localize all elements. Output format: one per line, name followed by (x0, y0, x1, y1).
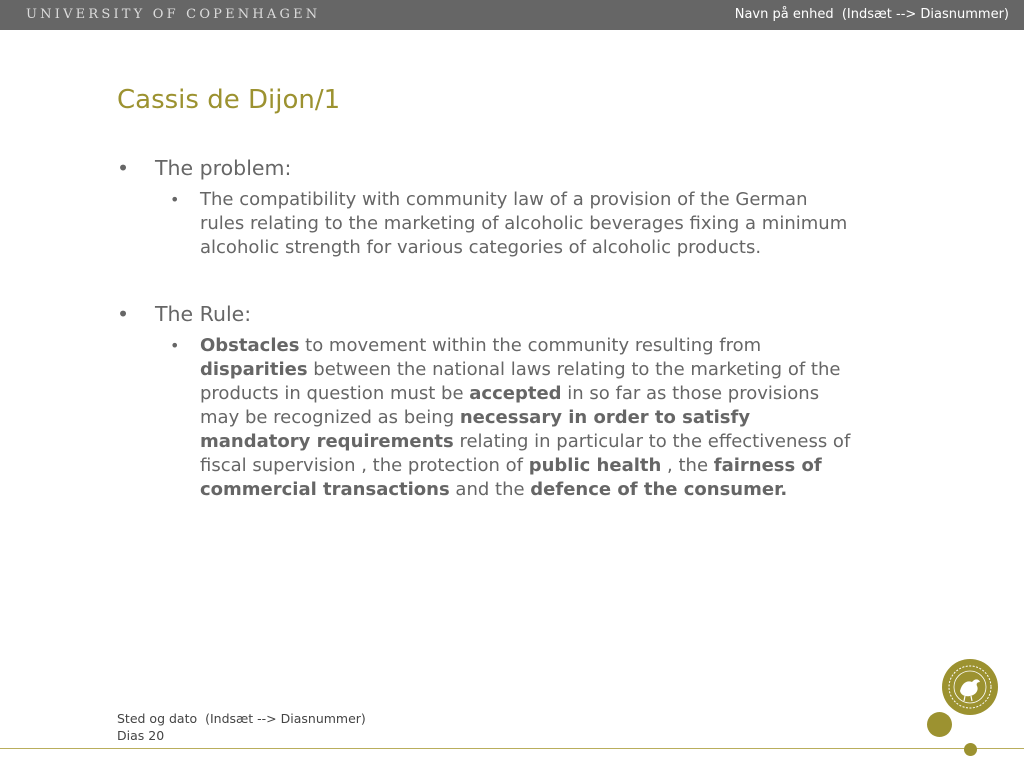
rule-text: between the national laws relating to the marketing of the products in question must be (200, 359, 841, 404)
footer-divider (0, 748, 1024, 749)
bullet-problem (117, 154, 857, 182)
decorative-dot-large (927, 712, 952, 737)
footer-slide-number: Dias 20 (117, 728, 165, 743)
header-bar (0, 0, 1024, 30)
bullet-dot: • (117, 156, 130, 180)
slide-content (117, 154, 857, 502)
rule-text: and the (449, 479, 531, 500)
problem-text: The compatibility with community law of a provision of the German rules relating to the marketing of alcoholic beverages fixing a minimum alcoholic strength for various categories of alcoholic products. (200, 189, 848, 258)
rule-text-bold: public health (528, 455, 662, 476)
rule-text-bold: fairness of commercial transactions (200, 455, 822, 500)
rule-text: relating in particular to the effectiveness of fiscal supervision , the protection of (200, 431, 851, 476)
rule-text-bold: necessary in order to satisfy mandatory requirements (200, 407, 751, 452)
bullet-dot: • (170, 336, 180, 355)
university-seal-icon (941, 658, 999, 716)
university-name: UNIVERSITY OF COPENHAGEN (26, 7, 321, 22)
rule-text: in so far as those provisions may be recognized as being (200, 383, 820, 428)
footer-place-date: Sted og dato (Indsæt --> Diasnummer) (117, 711, 366, 726)
problem-body (170, 188, 855, 260)
problem-heading: The problem: (155, 156, 292, 180)
bullet-dot: • (170, 190, 180, 209)
bullet-rule (117, 300, 857, 328)
rule-text-bold: accepted (469, 383, 562, 404)
rule-text-bold: Obstacles (200, 335, 300, 356)
rule-text: , the (661, 455, 714, 476)
slide-title: Cassis de Dijon/1 (117, 85, 341, 115)
decorative-dot-small (964, 743, 977, 756)
rule-body (170, 334, 855, 502)
rule-text-bold: disparities (200, 359, 308, 380)
rule-text-bold: defence of the consumer. (530, 479, 788, 500)
bullet-dot: • (117, 302, 130, 326)
footer (117, 710, 366, 744)
rule-text: to movement within the community resulting from (299, 335, 762, 356)
unit-name: Navn på enhed (Indsæt --> Diasnummer) (734, 7, 1009, 22)
rule-heading: The Rule: (155, 302, 252, 326)
